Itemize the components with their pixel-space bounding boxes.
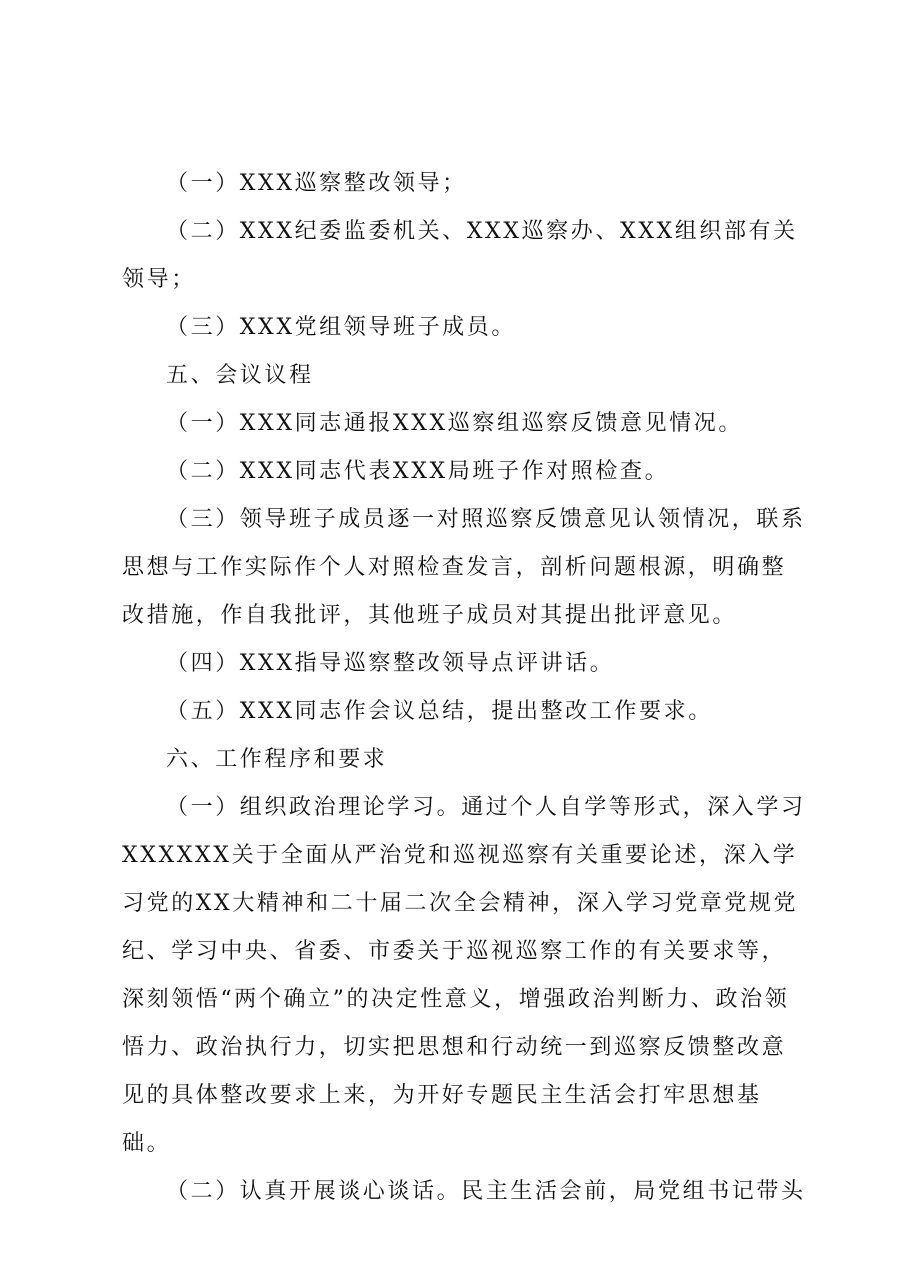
paragraph-2: （二）XXX纪委监委机关、XXX巡察办、XXX组织部有关领导； [122,219,798,292]
paragraph-1: （一）XXX巡察整改领导； [166,171,467,196]
paragraph-agenda-3: （三）领导班子成员逐一对照巡察反馈意见认领情况，联系思想与工作实际作个人对照检查发言，剖析问题根源，明确整改措施，作自我批评，其他班子成员对其提出批评意见。 [122,507,806,628]
paragraph-agenda-1: （一）XXX同志通报XXX巡察组巡察反馈意见情况。 [166,411,743,436]
section-heading-procedure: 六、工作程序和要求 [166,747,388,772]
section-heading-agenda: 五、会议议程 [166,363,314,388]
paragraph-procedure-2: （二）认真开展谈心谈话。民主生活会前，局党组书记带头 [166,1179,806,1204]
paragraph-agenda-2: （二）XXX同志代表XXX局班子作对照检查。 [166,459,670,484]
paragraph-3: （三）XXX党组领导班子成员。 [166,315,516,340]
document-body [122,160,806,1216]
paragraph-agenda-5: （五）XXX同志作会议总结，提出整改工作要求。 [166,699,713,724]
paragraph-procedure-1: （一）组织政治理论学习。通过个人自学等形式，深入学习XXXXXX关于全面从严治党和巡视巡察有关重要论述，深入学习党的XX大精神和二十届二次全会精神，深入学习党章党规党纪、学习中央、省委、市委关于巡视巡察工作的有关要求等，深刻领悟“两个确立”的决定性意义，增强政治判断力、政治领悟力、政治执行力，切实把思想和行动统一到巡察反馈整改意见的具体整改要求上来，为开好专题民主生活会打牢思想基础。 [122,795,806,1156]
paragraph-agenda-4: （四）XXX指导巡察整改领导点评讲话。 [166,651,615,676]
